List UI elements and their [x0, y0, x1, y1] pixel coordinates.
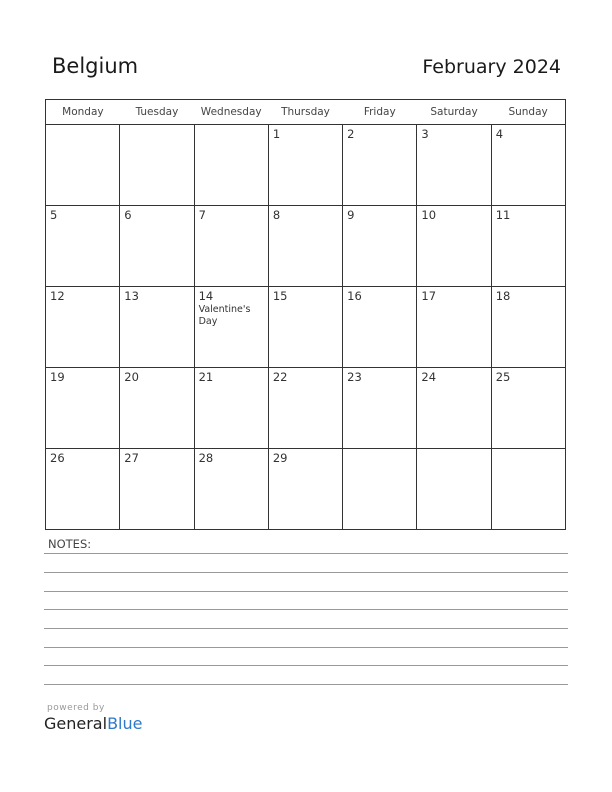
weekday-header: Monday — [46, 100, 120, 125]
weekday-header: Saturday — [417, 100, 491, 125]
day-number: 12 — [50, 289, 65, 303]
day-number: 23 — [347, 370, 362, 384]
weekday-header: Friday — [343, 100, 417, 125]
calendar-grid — [45, 99, 566, 530]
day-number: 22 — [272, 370, 288, 384]
day-number: 29 — [272, 451, 288, 465]
day-cell — [491, 125, 565, 206]
notes-line — [44, 684, 568, 685]
day-cell — [417, 368, 491, 449]
country-title: Belgium — [52, 54, 139, 78]
day-number: 6 — [124, 208, 132, 222]
day-cell — [120, 368, 194, 449]
notes-line — [44, 591, 568, 592]
day-number: 27 — [124, 451, 139, 465]
day-cell — [343, 368, 417, 449]
day-number: 26 — [50, 451, 65, 465]
week-row — [46, 287, 566, 368]
day-cell — [194, 287, 268, 368]
week-row — [46, 125, 566, 206]
day-cell — [343, 287, 417, 368]
day-cell — [417, 449, 491, 530]
day-cell — [268, 125, 342, 206]
day-cell — [417, 287, 491, 368]
notes-line — [44, 647, 568, 648]
brand-general: General — [44, 714, 108, 733]
day-number: 14 — [198, 289, 214, 303]
day-number: 10 — [421, 208, 437, 222]
day-number: 17 — [421, 289, 437, 303]
day-number: 8 — [272, 208, 281, 222]
day-cell — [268, 449, 342, 530]
powered-by-text: powered by — [47, 703, 105, 713]
day-cell — [120, 125, 194, 206]
day-number: 4 — [495, 127, 504, 141]
day-number: 25 — [495, 370, 511, 384]
day-cell — [46, 287, 120, 368]
brand-blue: Blue — [107, 714, 143, 733]
brand-name — [44, 714, 142, 733]
day-number: 18 — [495, 289, 511, 303]
day-number: 28 — [198, 451, 214, 465]
day-cell — [491, 449, 565, 530]
weekday-header: Tuesday — [120, 100, 194, 125]
day-cell — [268, 368, 342, 449]
notes-line — [44, 609, 568, 610]
notes-label: NOTES: — [48, 537, 92, 551]
week-row — [46, 449, 566, 530]
notes-line — [44, 572, 568, 573]
day-cell — [120, 206, 194, 287]
weekday-header-row — [46, 100, 566, 125]
day-cell — [194, 449, 268, 530]
day-number: 21 — [198, 370, 214, 384]
week-row — [46, 368, 566, 449]
day-number: 20 — [124, 370, 139, 384]
day-cell — [46, 368, 120, 449]
day-cell — [194, 206, 268, 287]
day-cell — [491, 206, 565, 287]
day-number: 1 — [272, 127, 281, 141]
day-cell — [46, 206, 120, 287]
day-number: 3 — [421, 127, 429, 141]
week-row — [46, 206, 566, 287]
month-year-title: February 2024 — [422, 56, 561, 78]
notes-line — [44, 553, 568, 554]
notes-line — [44, 665, 568, 666]
day-number: 13 — [124, 289, 139, 303]
day-number: 15 — [272, 289, 288, 303]
weekday-header: Wednesday — [194, 100, 268, 125]
day-cell — [268, 206, 342, 287]
weekday-header: Sunday — [491, 100, 565, 125]
weekday-header: Thursday — [268, 100, 342, 125]
day-cell — [194, 125, 268, 206]
day-number: 24 — [421, 370, 437, 384]
day-cell — [268, 287, 342, 368]
notes-line — [44, 628, 568, 629]
day-cell — [491, 287, 565, 368]
day-cell — [46, 125, 120, 206]
day-cell — [46, 449, 120, 530]
day-cell — [120, 287, 194, 368]
generalblue-logo — [44, 703, 142, 733]
day-cell — [120, 449, 194, 530]
day-number: 9 — [347, 208, 355, 222]
day-cell — [343, 449, 417, 530]
day-cell — [417, 125, 491, 206]
day-cell — [417, 206, 491, 287]
day-number: 2 — [347, 127, 355, 141]
holiday-label: Valentine's Day — [198, 304, 251, 327]
day-number: 5 — [50, 208, 58, 222]
day-number: 11 — [495, 208, 511, 222]
day-number: 16 — [347, 289, 362, 303]
day-cell — [491, 368, 565, 449]
day-number: 7 — [198, 208, 206, 222]
day-cell — [343, 125, 417, 206]
day-cell — [194, 368, 268, 449]
day-cell — [343, 206, 417, 287]
day-number: 19 — [50, 370, 65, 384]
